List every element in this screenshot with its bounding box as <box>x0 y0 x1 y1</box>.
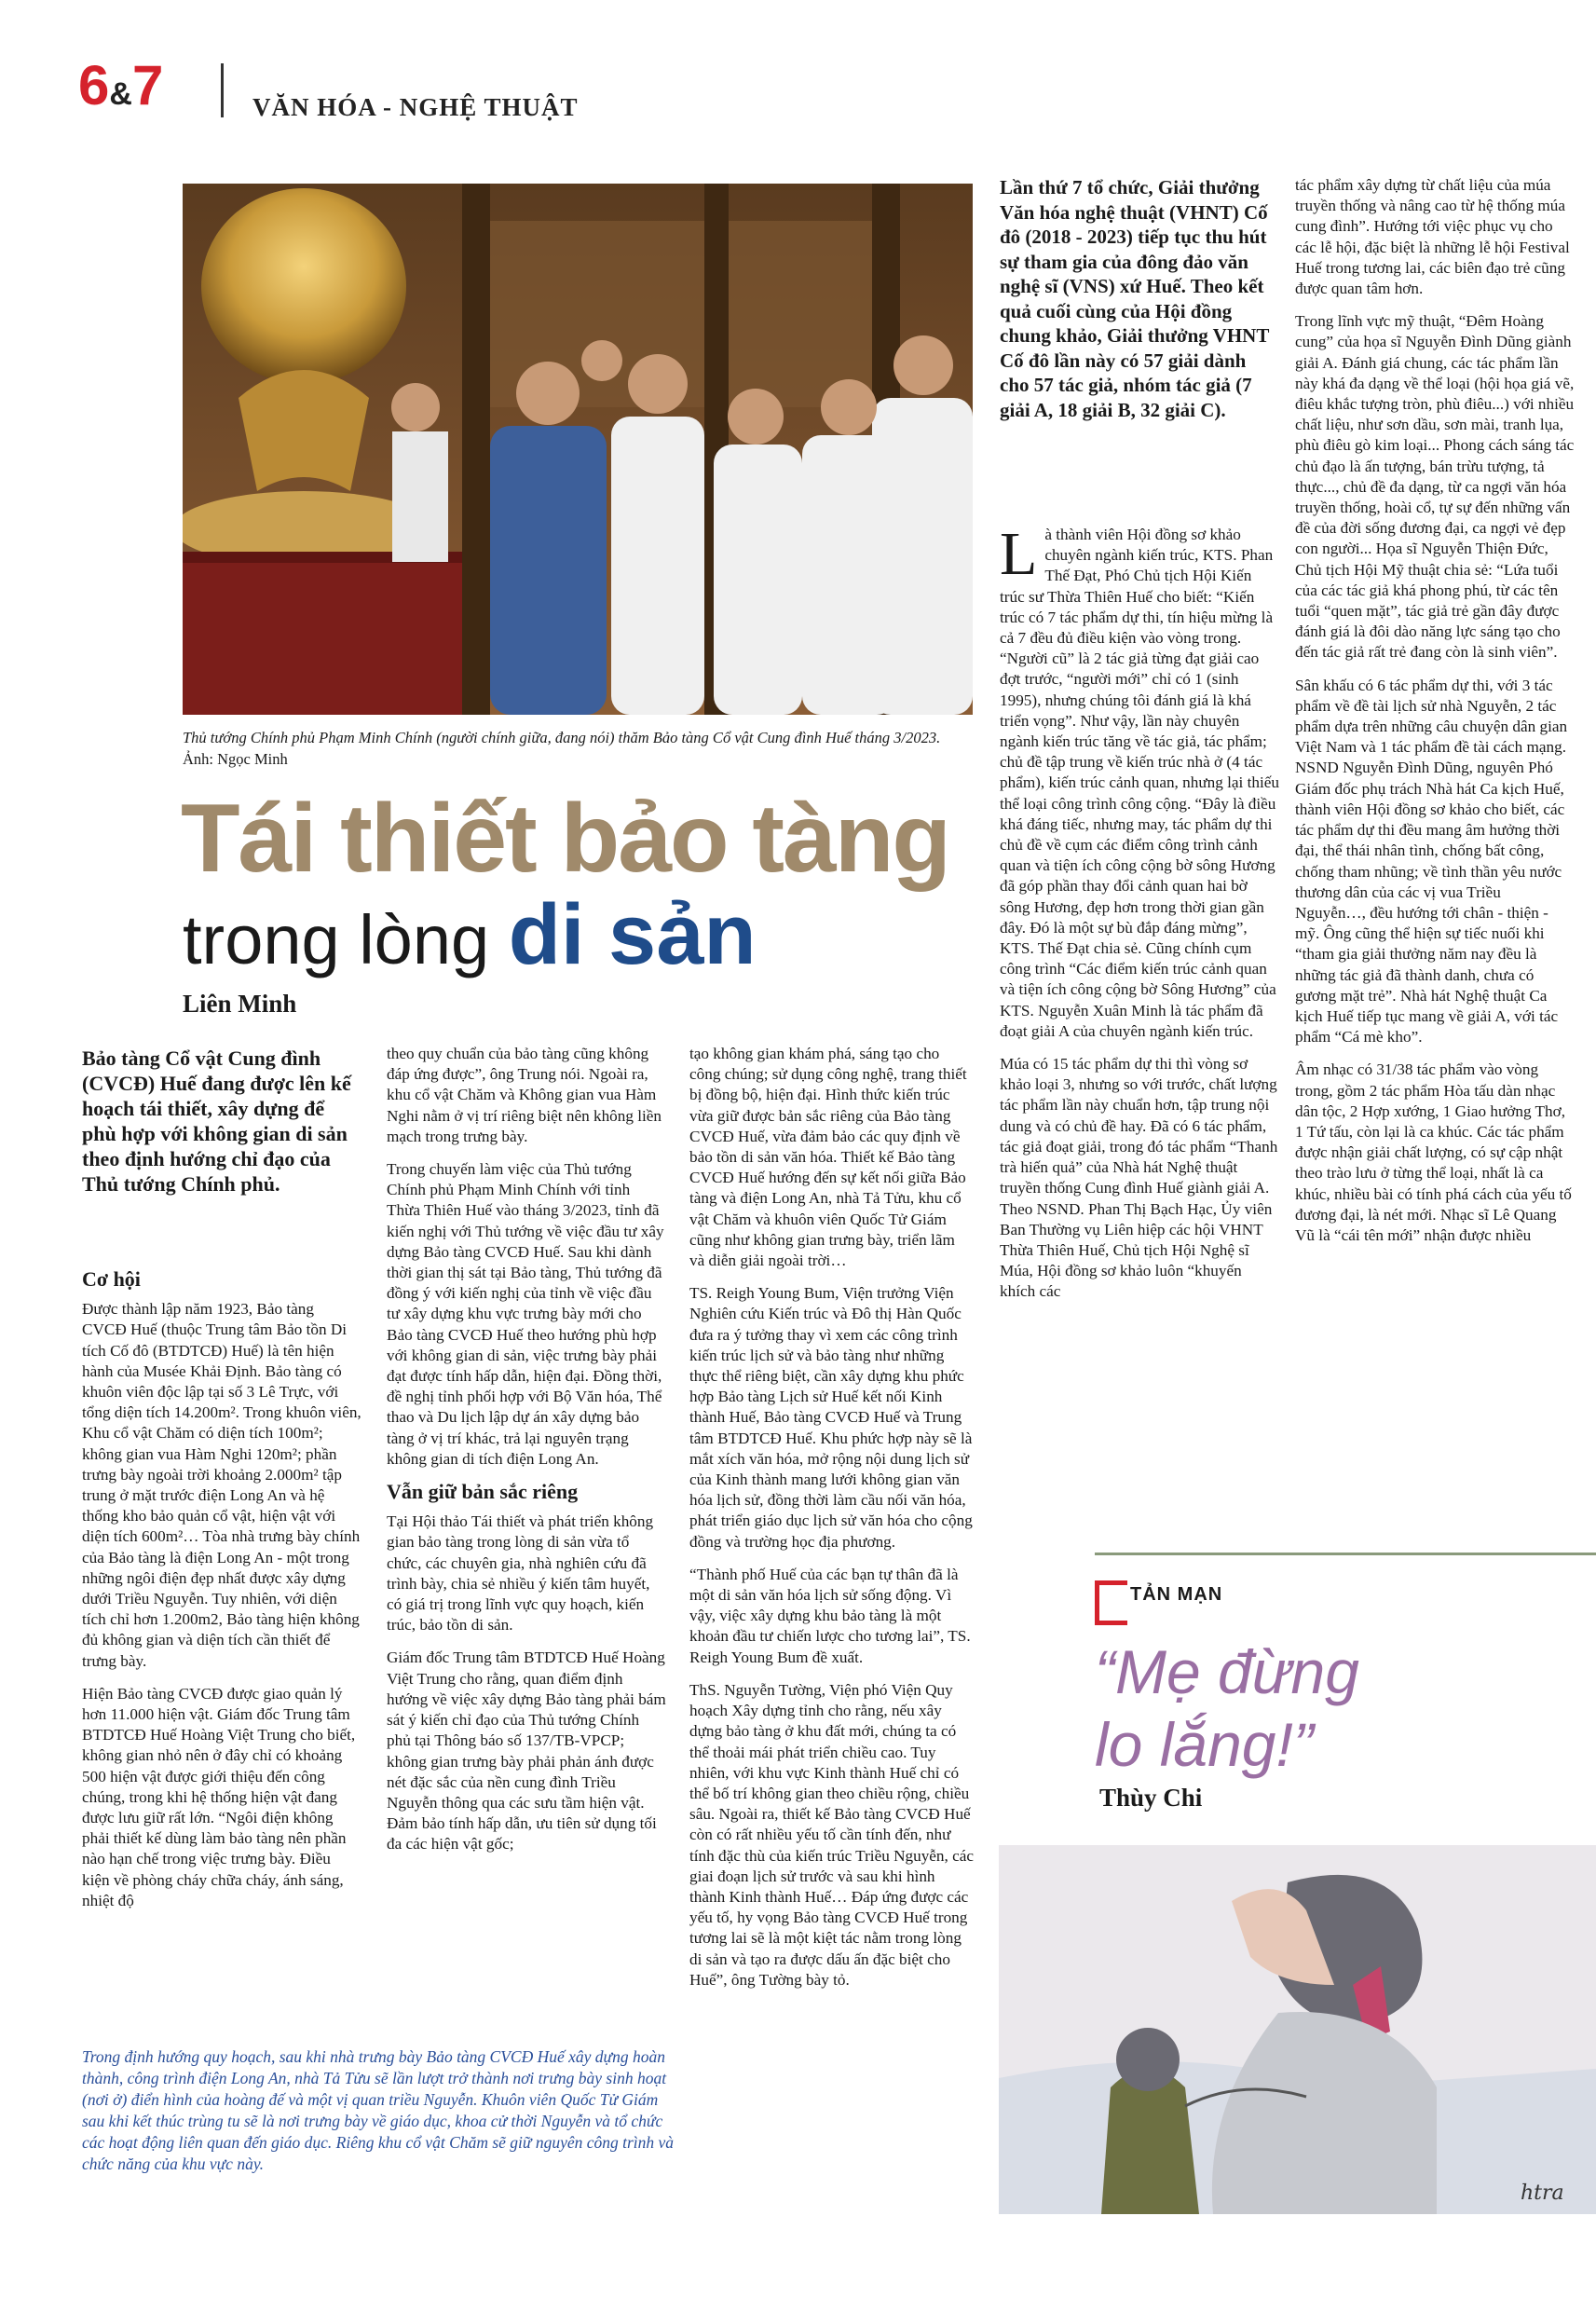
paragraph: Là thành viên Hội đồng sơ khảo chuyên ngành kiến trúc, KTS. Phan Thế Đạt, Phó Chủ tịch Hội Kiến trúc sư Thừa Thiên Huế cho biết: “Kiến trúc có 7 tác phẩm dự thi, tín hiệu mừng là cả 7 đều đủ điều kiện vào vòng trong. “Người cũ” là 2 tác giả từng đạt giải cao đợt trước, “người mới” chỉ có 1 (sinh 1995), nhưng chúng tôi đánh giá là khá triển vọng”. Như vậy, lần này chuyên ngành kiến trúc tăng về tác giả, tác phẩm; chủ đề tập trung về kiến trúc nhà ở (4 tác phẩm), kiến trúc cảnh quan, nhưng lại thiếu thể loại công trình công cộng. “Đây là điều khá đáng tiếc, nhưng may, tác phẩm dự thi chủ đề về cụm các điểm công trình cảnh quan và tiện ích công cộng bờ sông Hương đã góp phần thay đổi cảnh quan hai bờ sông Hương, đẹp hơn trong thời gian gần đây. Đó là một sự bù đắp đáng mừng”, KTS. Thế Đạt chia sẻ. Cũng chính cụm công trình “Các điểm kiến trúc cảnh quan và tiện ích công cộng bờ Sông Hương” của KTS. Nguyễn Xuân Minh là tác phẩm đã đoạt giải A của chuyên ngành kiến trúc. <box>1000 520 1279 1040</box>
article-title-line2: trong lòng di sản <box>183 887 757 982</box>
article-title: Tái thiết bảo tàng <box>181 785 949 893</box>
paragraph: TS. Reigh Young Bum, Viện trưởng Viện Nghiên cứu Kiến trúc và Đô thị Hàn Quốc đưa ra ý tưởng thay vì xem các công trình kiến trúc lịch sử và bảo tàng như những thực thể riêng biệt, cần xây dựng khu phức hợp Bảo tàng Lịch sử Huế kết nối Kinh thành Huế, Bảo tàng CVCĐ Huế và Trung tâm BTDTCĐ Huế. Khu phức hợp này sẽ là mắt xích văn hóa, mở rộng nội dung lịch sử của Kinh thành mang lưới không gian văn hóa lịch sử, đồng thời làm cầu nối văn hóa, phát triển giáo dục lịch sử văn hóa cho cộng đồng và trường học địa phương. <box>689 1284 973 1551</box>
sidebar-note: Trong định hướng quy hoạch, sau khi nhà trưng bày Bảo tàng CVCĐ Huế xây dựng hoàn thành, công trình điện Long An, nhà Tả Tửu sẽ lần lượt trở thành nơi trưng bày sinh hoạt (nơi ở) điển hình của hoàng đế và một vị quan triều Nguyễn. Khuôn viên Quốc Tử Giám sau khi kết thúc trùng tu sẽ là nơi trưng bày về giáo dục, khoa cử thời Nguyễn và tổ chức các hoạt động liên quan đến giáo dục. Riêng khu cổ vật Chăm sẽ giữ nguyên công trình và chức năng của khu vực này. <box>82 2047 675 2173</box>
photo-caption: Thủ tướng Chính phủ Phạm Minh Chính (người chính giữa, đang nói) thăm Bảo tàng Cổ vật Cung đình Huế tháng 3/2023. Ảnh: Ngọc Minh <box>183 729 941 768</box>
paragraph: ThS. Nguyễn Tường, Viện phó Viện Quy hoạch Xây dựng tỉnh cho rằng, nếu xây dựng bảo tàng ở khu đất mới, chúng ta có thể thoải mái phát triển chiều cao. Tuy nhiên, với khu vực Kinh thành Huế chỉ có thể bố trí không gian theo chiều rộng, chiều sâu. Ngoài ra, thiết kế Bảo tàng CVCĐ Huế còn có rất nhiều yếu tố cần tính đến, như tính đặc thù của kiến trúc Triều Nguyễn, các giai đoạn lịch sử trước và sau khi hình thành Kinh thành Huế… Đáp ứng được các yếu tố, hy vọng Bảo tàng CVCĐ Huế trong tương lai sẽ là một kiệt tác nằm trong lòng di sản và tạo ra được dấu ấn đặc biệt cho Huế”, ông Tường bày tỏ. <box>689 1680 974 1989</box>
subheading-co-hoi: Cơ hội <box>82 1267 141 1291</box>
paragraph: Trong lĩnh vực mỹ thuật, “Đêm Hoàng cung” của họa sĩ Nguyễn Đình Dũng giành giải A. Đánh giá chung, các tác phẩm lần này khá đa dạng về thể loại (hội họa giá vẽ, điêu khắc tượng tròn, phù điêu...) với nhiều chất liệu, như sơn dầu, sơn mài, tranh lụa, phù điêu gò kim loại... Phong cách sáng tác chủ đạo là ấn tượng, bán trừu tượng, tả thực..., chủ đề đa dạng, từ ca ngợi văn hóa truyền thống, hoài cổ, tự sự đến những vấn đề của đời sống đương đại, ca ngợi vẻ đẹp con người... Họa sĩ Nguyễn Thiện Đức, Chủ tịch Hội Mỹ thuật chia sẻ: “Lứa tuổi của các tác giả khá phong phú, từ các tên tuổi “quen mặt”, tác giả trẻ gần đây được đánh giá là đôi dào năng lực sáng tạo cho đến tác giả rất trẻ đang còn là sinh viên”. <box>1295 312 1575 662</box>
right-column-2 <box>1295 175 1575 1258</box>
subheading-ban-sac: Vẫn giữ bản sắc riêng <box>387 1480 579 1504</box>
section-title: VĂN HÓA - NGHỆ THUẬT <box>252 93 579 121</box>
tan-man-label: TẢN MẠN <box>1130 1584 1223 1605</box>
page-number: 6&7 <box>78 54 164 116</box>
paragraph: Âm nhạc có 31/38 tác phẩm vào vòng trong, gồm 2 tác phẩm Hòa tấu dàn nhạc dân tộc, 2 Hợp xướng, 1 Giao hưởng Thơ, 1 Tứ tấu, còn lại là ca khúc. Các tác phẩm được nhận giải chất lượng, có sự cập nhật theo trào lưu ở từng thể loại, nhất là ca khúc, nhiều bài có tính phá cách của yếu tố đương đại, là nét mới. Nhạc sĩ Lê Quang Vũ là “cái tên mới” nhận được nhiều <box>1295 1060 1572 1244</box>
illustrator-signature: htra <box>1521 2182 1564 2205</box>
paragraph: Tại Hội thảo Tái thiết và phát triển không gian bảo tàng trong lòng di sản vừa tổ chức, các chuyên gia, nhà nghiên cứu đã trình bày, chia sẻ nhiều ý kiến tâm huyết, có giá trị trong lĩnh vực quy hoạch, kiến trúc, bảo tồn di sản. <box>387 1512 654 1635</box>
article-column-1 <box>82 1264 361 1923</box>
drop-cap: L <box>1000 520 1038 588</box>
tan-man-divider <box>1095 1553 1596 1555</box>
article-column-3 <box>689 1044 974 2003</box>
paragraph: Trong chuyến làm việc của Thủ tướng Chính phủ Phạm Minh Chính với tỉnh Thừa Thiên Huế vào tháng 3/2023, tỉnh đã kiến nghị với Thủ tướng về việc đầu tư xây dựng Bảo tàng CVCĐ Huế. Sau khi dành thời gian thị sát tại Bảo tàng, Thủ tướng đã đồng ý với kiến nghị của tỉnh về việc đầu tư xây dựng khu vực trưng bày mới cho Bảo tàng CVCĐ Huế theo hướng phù hợp với không gian di sản, việc trưng bày phải đạt được tính hấp dẫn, hiện đại. Đồng thời, đề nghị tỉnh phối hợp với Bộ Văn hóa, Thể thao và Du lịch lập dự án xây dựng bảo tàng ở vị trí khác, trả lại nguyên trạng không gian di tích điện Long An. <box>387 1160 664 1468</box>
photo-illustration <box>183 184 973 715</box>
paragraph: tạo không gian khám phá, sáng tạo cho công chúng; sử dụng công nghệ, trang thiết bị đồng bộ, hiện đại. Hình thức kiến trúc vừa giữ được bản sắc riêng của Bảo tàng CVCĐ Huế, vừa đảm bảo các quy định về bảo tồn di sản văn hóa. Thiết kế Bảo tàng CVCĐ Huế hướng đến sự kết nối giữa Bảo tàng và điện Long An, nhà Tả Tửu, khu cổ vật Chăm và khuôn viên Quốc Tử Giám cũng như không gian trưng bày, triển lãm và diễn giải ngoài trời… <box>689 1045 967 1270</box>
paragraph: Sân khấu có 6 tác phẩm dự thi, với 3 tác phẩm về đề tài lịch sử nhà Nguyễn, 2 tác phẩm dựa trên những câu chuyện dân gian Việt Nam và 1 tác phẩm đề tài cách mạng. NSND Nguyễn Đình Dũng, nguyên Phó Giám đốc phụ trách Nhà hát Ca kịch Huế, thành viên Hội đồng sơ khảo cho biết, các tác phẩm dự thi đều mang âm hưởng thời đại, thể thái nhân tình, chống bất công, chống tham nhũng; về tình thần yêu nước thương dân của các vị vua Triều Nguyễn…, đều hướng tới chân - thiện - mỹ. Ông cũng thể hiện sự tiếc nuối khi “tham gia giải thưởng năm nay đều là những tác giả đã thành danh, chưa có gương mặt trẻ”. Nhà hát Nghệ thuật Ca kịch Huế tiếp tục mang về giải A, với tác phẩm “Cá mè kho”. <box>1295 676 1568 1047</box>
tan-man-author: Thùy Chi <box>1099 1784 1203 1812</box>
paragraph: Được thành lập năm 1923, Bảo tàng CVCĐ Huế (thuộc Trung tâm Bảo tồn Di tích Cố đô (BTDTCĐ) Huế) là tên hiện hành của Musée Khải Định. Bảo tàng có khuôn viên độc lập tại số 3 Lê Trực, với tổng diện tích 14.200m². Trong khuôn viên, Khu cổ vật Chăm có diện tích 100m²; không gian vua Hàm Nghi 120m²; phần trưng bày ngoài trời khoảng 2.000m² tập trung ở mặt trước điện Long An và hệ thống kho bảo quản cổ vật, hiện vật với diện tích 600m²… Tòa nhà trưng bày chính của Bảo tàng là điện Long An - một trong những ngôi điện đẹp nhất được xây dựng dưới Triều Nguyễn. Tuy nhiên, với diện tích chỉ hơn 1.200m2, Bảo tàng hiện không đủ không gian và diện tích cần thiết để trưng bày. <box>82 1300 361 1670</box>
illustration-drawing <box>999 1845 1596 2214</box>
paragraph: tác phẩm xây dựng từ chất liệu của múa truyền thống và nâng cao từ hệ thống múa cung đình”. Hướng tới việc phục vụ cho các lễ hội, đặc biệt là những lễ hội Festival Huế trong tương lai, các biên đạo trẻ cũng được quan tâm hơn. <box>1295 176 1570 298</box>
tan-man-bracket <box>1095 1580 1127 1625</box>
paragraph: Hiện Bảo tàng CVCĐ được giao quản lý hơn 11.000 hiện vật. Giám đốc Trung tâm BTDTCĐ Huế Hoàng Việt Trung cho biết, không gian nhỏ nên ở đây chỉ có khoảng 500 hiện vật được giới thiệu đến công chúng, trong khi hệ thống hiện vật đang được lưu giữ rất lớn. “Ngôi điện không phải thiết kế dùng làm bảo tàng nên phần nào hạn chế trong việc trưng bày. Điều kiện về phòng cháy chữa cháy, ánh sáng, nhiệt độ <box>82 1684 356 1909</box>
header-divider <box>221 63 224 117</box>
article-column-2 <box>387 1044 666 1867</box>
paragraph: Giám đốc Trung tâm BTDTCĐ Huế Hoàng Việt Trung cho rằng, quan điểm định hướng về việc xây dựng Bảo tàng phải bám sát ý kiến chỉ đạo của Thủ tướng Chính phủ tại Thông báo số 137/TB-VPCP; không gian trưng bày phải phản ánh được nét đặc sắc của nền cung đình Triều Nguyễn thông qua các sưu tầm hiện vật. Đảm bảo tính hấp dẫn, ưu tiên sử dụng tối đa các hiện vật gốc; <box>387 1648 666 1854</box>
article-lead: Bảo tàng Cổ vật Cung đình (CVCĐ) Huế đang được lên kế hoạch tái thiết, xây dựng để phù hợp với không gian di sản theo định hướng chỉ đạo của Thủ tướng Chính phủ. <box>82 1047 351 1196</box>
article-photo <box>183 184 973 715</box>
paragraph: “Thành phố Huế của các bạn tự thân đã là một di sản văn hóa lịch sử sống động. Vì vậy, việc xây dựng khu bảo tàng là một khoản đầu tư chiến lược cho tương lai”, TS. Reigh Young Bum đề xuất. <box>689 1565 971 1666</box>
paragraph: Múa có 15 tác phẩm dự thi thì vòng sơ khảo loại 3, nhưng so với trước, chất lượng tác phẩm lần này chuẩn hơn, tập trung nội dung và có chủ đề hay. Đã có 6 tác phẩm, tác giả đoạt giải, trong đó tác phẩm “Thanh trà hiến quả” của Nhà hát Nghệ thuật truyền thống Cung đình Huế giành giải A. Theo NSND. Phan Thị Bạch Hạc, Ủy viên Ban Thường vụ Liên hiệp các hội VHNT Thừa Thiên Huế, Chủ tịch Hội Nghệ sĩ Múa, Hội đồng sơ khảo luôn “khuyến khích các <box>1000 1055 1278 1301</box>
tan-man-title: “Mẹ đừng lo lắng!” <box>1095 1637 1359 1779</box>
right-column-1 <box>1000 520 1279 1315</box>
right-article-intro: Lần thứ 7 tổ chức, Giải thưởng Văn hóa nghệ thuật (VHNT) Cố đô (2018 - 2023) tiếp tục thu hút sự tham gia của đông đảo văn nghệ sĩ (VNS) xứ Huế. Theo kết quả cuối cùng của Hội đồng chung khảo, Giải thưởng VHNT Cố đô lần này có 57 giải dành cho 57 tác giả, nhóm tác giả (7 giải A, 18 giải B, 32 giải C). <box>1000 176 1269 421</box>
paragraph: theo quy chuẩn của bảo tàng cũng không đáp ứng được”, ông Trung nói. Ngoài ra, khu cổ vật Chăm và Không gian vua Hàm Nghi nằm ở vị trí riêng biệt nên không liền mạch trong trưng bày. <box>387 1045 662 1145</box>
byline: Liên Minh <box>183 990 297 1018</box>
tan-man-illustration <box>999 1845 1596 2214</box>
